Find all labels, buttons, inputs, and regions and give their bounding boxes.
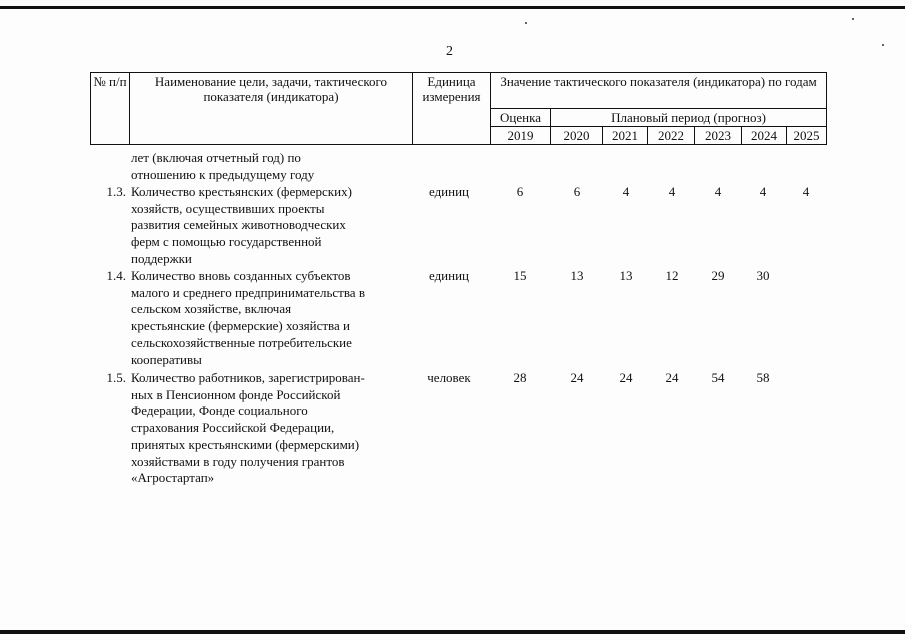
value-cell: 4: [668, 184, 676, 199]
header-year: 2025: [787, 127, 827, 145]
value-cell: 58: [756, 370, 770, 385]
value-cell: 4: [759, 184, 767, 199]
header-value: Значение тактического показателя (индикатора) по годам: [491, 73, 827, 109]
text-line: малого и среднего предпринимательства в: [131, 284, 365, 300]
text-line: принятых крестьянскими (фермерскими): [131, 436, 360, 452]
row-number: 1.5.: [106, 370, 126, 385]
value-cell: 15: [513, 268, 527, 283]
indicator-name: [131, 184, 406, 268]
header-unit: Единица измерения: [413, 73, 491, 145]
unit-cell: единиц: [428, 268, 470, 283]
text-line: хозяйствами в году получения грантов: [131, 453, 345, 469]
text-line: развития семейных животноводческих: [131, 217, 346, 233]
value-cell: 24: [619, 370, 633, 385]
value-cell: 24: [665, 370, 679, 385]
value-cell: 28: [513, 370, 527, 385]
value-cell: 30: [756, 268, 770, 283]
text-line: ферм с помощью государственной: [131, 234, 322, 250]
value-cell: 13: [570, 268, 584, 283]
page-number: 2: [446, 44, 453, 59]
text-line: кооперативы: [131, 351, 202, 367]
text-line: сельскохозяйственные потребительские: [131, 334, 352, 350]
continuation-text: [131, 150, 406, 183]
header-estimate: Оценка: [491, 109, 551, 127]
value-cell: 54: [711, 370, 725, 385]
text-line: страхования Российской Федерации,: [131, 420, 335, 436]
value-cell: 29: [711, 268, 725, 283]
header-name: Наименование цели, задачи, тактического показателя (индикатора): [130, 73, 413, 145]
header-year: 2021: [603, 127, 648, 145]
row-number: 1.3.: [106, 184, 126, 199]
indicator-name: [131, 370, 406, 487]
text-line: Количество вновь созданных субъектов: [131, 268, 351, 283]
header-year: 2020: [551, 127, 603, 145]
value-cell: 4: [802, 184, 810, 199]
header-year: 2024: [742, 127, 787, 145]
value-cell: 6: [573, 184, 581, 199]
value-cell: 4: [714, 184, 722, 199]
header-year: 2023: [695, 127, 742, 145]
text-line: Федерации, Фонде социального: [131, 403, 308, 419]
unit-cell: человек: [427, 370, 471, 385]
value-cell: 12: [665, 268, 679, 283]
row-number: 1.4.: [106, 268, 126, 283]
indicator-name: [131, 268, 406, 368]
value-cell: 13: [619, 268, 633, 283]
text-line: хозяйств, осуществивших проекты: [131, 200, 325, 216]
text-line: ных в Пенсионном фонде Российской: [131, 386, 341, 402]
text-line: поддержки: [131, 250, 192, 266]
text-line: Количество крестьянских (фермерских): [131, 184, 352, 199]
text-line: отношению к предыдущему году: [131, 166, 315, 182]
text-line: лет (включая отчетный год) по: [131, 150, 301, 165]
header-year: 2022: [648, 127, 695, 145]
header-year: 2019: [491, 127, 551, 145]
value-cell: 6: [516, 184, 524, 199]
header-planned: Плановый период (прогноз): [551, 109, 827, 127]
value-cell: 4: [622, 184, 630, 199]
unit-cell: единиц: [428, 184, 470, 199]
text-line: «Агростартап»: [131, 470, 215, 486]
text-line: сельском хозяйстве, включая: [131, 301, 292, 317]
text-line: Количество работников, зарегистрирован-: [131, 370, 365, 385]
text-line: крестьянские (фермерские) хозяйства и: [131, 318, 350, 334]
value-cell: 24: [570, 370, 584, 385]
header-num: № п/п: [91, 73, 130, 145]
